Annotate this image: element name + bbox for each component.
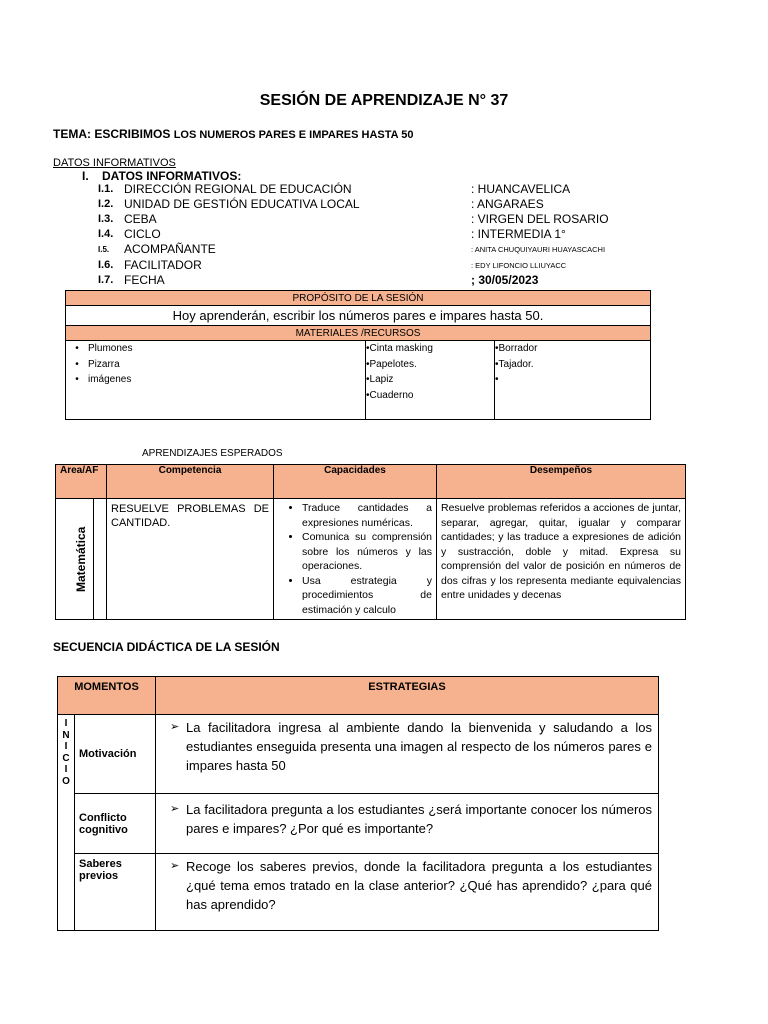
col-header: Competencia [107, 465, 274, 499]
proposito-table [65, 290, 651, 420]
info-row [98, 273, 658, 288]
list-item: • imágenes [75, 374, 132, 385]
info-row-label: DIRECCIÓN REGIONAL DE EDUCACIÓN [124, 182, 352, 196]
estrategia-cell: ➢ Recoge los saberes previos, donde la facilitadora pregunta a los estudiantes ¿qué tema emos tratado en la clase anterior? ¿Qué has aprendido? ¿para qué has aprendido? [156, 854, 659, 931]
materiales-col-2 [366, 341, 495, 420]
info-row-value: : VIRGEN DEL ROSARIO [471, 212, 609, 226]
proposito-header: PROPÓSITO DE LA SESIÓN [66, 291, 651, 306]
info-row-label: FECHA [124, 273, 165, 287]
info-header-label: DATOS INFORMATIVOS: [102, 169, 242, 183]
info-row [98, 227, 658, 242]
tema-line [53, 127, 413, 141]
aprendizajes-title: APRENDIZAJES ESPERADOS [142, 448, 283, 459]
list-item: • [495, 374, 499, 385]
info-row [98, 212, 658, 227]
info-row-num: I.4. [98, 228, 114, 240]
inicio-label: I N I C I O [58, 715, 75, 931]
secuencia-title: SECUENCIA DIDÁCTICA DE LA SESIÓN [53, 640, 280, 654]
info-row [98, 242, 658, 257]
info-row-label: CICLO [124, 227, 161, 241]
momento-cell: Conflicto cognitivo [75, 794, 156, 854]
arrow-bullet-icon: ➢ [170, 721, 180, 733]
arrow-bullet-icon: ➢ [170, 860, 180, 872]
estrategia-cell: ➢ La facilitadora pregunta a los estudiantes ¿será importante conocer los números pares e impares? ¿Por qué es importante? [156, 794, 659, 854]
info-row-label: CEBA [124, 212, 157, 226]
capacidades-cell [274, 499, 437, 620]
col-header: Desempeños [437, 465, 686, 499]
estrategia-cell: ➢ La facilitadora ingresa al ambiente dando la bienvenida y saludando a los estudiantes enseguida presenta una imagen al respecto de los números pares e impares hasta 50 [156, 715, 659, 794]
info-row-value: ; 30/05/2023 [471, 273, 539, 287]
tema-prefix: TEMA: ESCRIBIMOS [53, 127, 171, 141]
list-item: •Papelotes. [366, 358, 417, 370]
info-row-value: : INTERMEDIA 1° [471, 227, 566, 241]
document-title: SESIÓN DE APRENDIZAJE N° 37 [259, 92, 509, 109]
list-item: •Cuaderno [366, 389, 414, 401]
list-item: • Pizarra [75, 358, 120, 370]
desempenos-cell: Resuelve problemas referidos a acciones de juntar, separar, agregar, quitar, igualar y comparar cantidades; y las traduce a expresiones de adición y sustracción, doble y mitad. Expresa su comprensión del valor de posición en números de dos cifras y los representa mediante equivalencias entre unidades y decenas [437, 499, 686, 620]
info-row-value: : ANGARAES [471, 197, 544, 211]
competencia-cell: RESUELVE PROBLEMAS DE CANTIDAD. [107, 499, 274, 620]
list-item: •Borrador [495, 343, 538, 354]
col-header: Capacidades [274, 465, 437, 499]
info-row-num: I.3. [98, 213, 114, 225]
datos-informativos-link[interactable]: DATOS INFORMATIVOS [53, 157, 176, 169]
secuencia-table [57, 676, 659, 931]
info-row-num: I.2. [98, 198, 114, 210]
info-row-num: I.7. [98, 274, 114, 286]
info-header-num: I. [82, 169, 89, 183]
list-item: • Usa estrategia y procedimientos de estimación y calculo [302, 574, 432, 618]
info-row-label: UNIDAD DE GESTIÓN EDUCATIVA LOCAL [124, 197, 360, 211]
arrow-bullet-icon: ➢ [170, 803, 180, 815]
materiales-col-1 [66, 341, 366, 420]
info-row-value: : HUANCAVELICA [471, 182, 571, 196]
col-header: ESTRATEGIAS [156, 677, 659, 715]
info-row [98, 197, 658, 212]
info-row-label: FACILITADOR [124, 258, 202, 272]
info-row-value: : EDY LIFONCIO LLIUYACC [471, 261, 567, 270]
proposito-text: Hoy aprenderán, escribir los números pares e impares hasta 50. [66, 306, 651, 326]
info-row-value: : ANITA CHUQUIYAURI HUAYASCACHI [471, 245, 606, 254]
materiales-col-3 [495, 341, 651, 420]
list-item: • Traduce cantidades a expresiones numéricas. [302, 501, 432, 530]
info-row-num: I.6. [98, 259, 114, 271]
col-header: MOMENTOS [58, 677, 156, 715]
tema-text: LOS NUMEROS PARES E IMPARES HASTA 50 [173, 129, 414, 141]
area-label: Matemática [74, 526, 88, 592]
list-item: •Tajador. [495, 358, 534, 370]
info-row [98, 258, 658, 273]
aprendizajes-table [55, 464, 686, 620]
area-cell [56, 499, 107, 620]
list-item: •Cinta masking [366, 343, 433, 354]
info-row [98, 182, 658, 197]
list-item: • Plumones [75, 343, 133, 354]
info-header [82, 169, 241, 183]
momento-cell: Motivación [75, 715, 156, 794]
col-header: Área/AF [56, 465, 107, 499]
info-row-num: I.1. [98, 183, 114, 195]
momento-cell: Saberes previos [75, 854, 156, 931]
info-row-label: ACOMPAÑANTE [124, 242, 216, 256]
materiales-header: MATERIALES /RECURSOS [66, 326, 651, 341]
list-item: • Comunica su comprensión sobre los números y las operaciones. [302, 530, 432, 574]
list-item: •Lapiz [366, 374, 394, 385]
info-row-num: I.5. [98, 245, 110, 254]
